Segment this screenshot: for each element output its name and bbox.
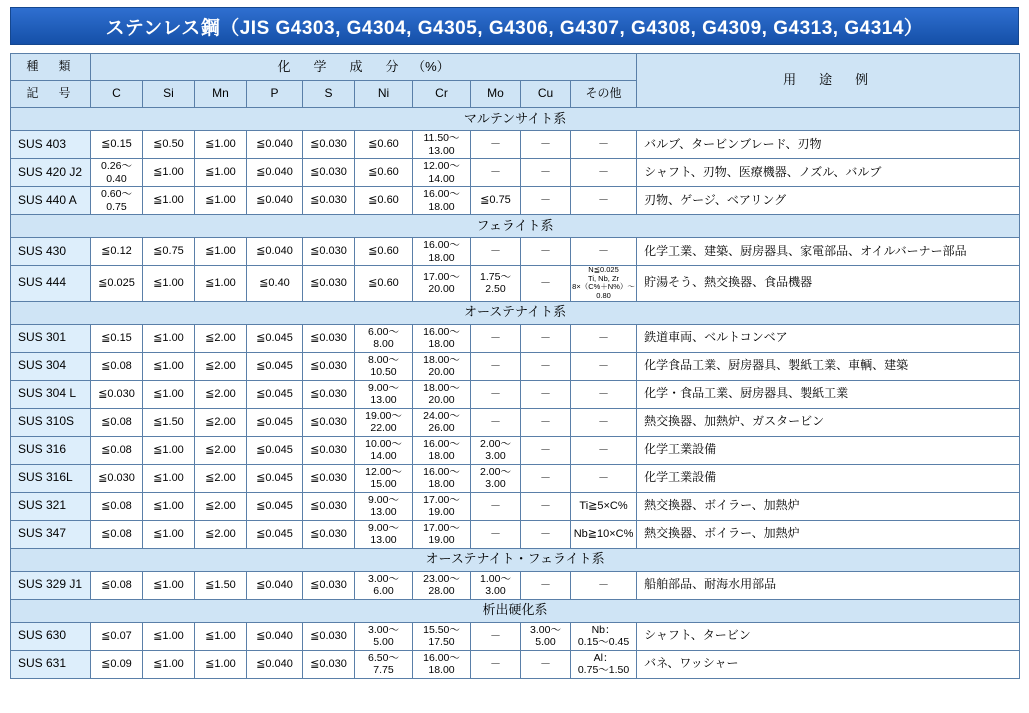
header-col-mn: Mn xyxy=(195,81,247,108)
header-col-cr: Cr xyxy=(413,81,471,108)
cell-si: ≦1.50 xyxy=(143,408,195,436)
cell-c: ≦0.07 xyxy=(91,622,143,650)
page-title-bar xyxy=(10,7,1019,45)
cell-s: ≦0.030 xyxy=(303,238,355,266)
cell-s: ≦0.030 xyxy=(303,571,355,599)
cell-p: ≦0.040 xyxy=(247,187,303,215)
table-row xyxy=(11,464,1020,492)
cell-c: ≦0.15 xyxy=(91,324,143,352)
header-col-ni: Ni xyxy=(355,81,413,108)
table-row xyxy=(11,622,1020,650)
cell-cu: － xyxy=(521,464,571,492)
steel-symbol: SUS 430 xyxy=(11,238,91,266)
cell-other: － xyxy=(571,324,637,352)
cell-cu: － xyxy=(521,436,571,464)
header-kind-line1: 種 類 xyxy=(11,54,91,81)
cell-mo: － xyxy=(471,408,521,436)
cell-other: － xyxy=(571,380,637,408)
table-row xyxy=(11,187,1020,215)
steel-symbol: SUS 321 xyxy=(11,492,91,520)
table-row xyxy=(11,238,1020,266)
cell-c: ≦0.15 xyxy=(91,131,143,159)
steel-symbol: SUS 631 xyxy=(11,650,91,678)
cell-mn: ≦1.00 xyxy=(195,266,247,302)
cell-ni: 12.00～ 15.00 xyxy=(355,464,413,492)
cell-mo: － xyxy=(471,238,521,266)
cell-cr: 16.00～ 18.00 xyxy=(413,187,471,215)
cell-mn: ≦1.50 xyxy=(195,571,247,599)
steel-symbol: SUS 310S xyxy=(11,408,91,436)
cell-cu: 3.00～ 5.00 xyxy=(521,622,571,650)
cell-ni: ≦0.60 xyxy=(355,238,413,266)
cell-cu: － xyxy=(521,650,571,678)
cell-s: ≦0.030 xyxy=(303,187,355,215)
cell-ni: 9.00～ 13.00 xyxy=(355,520,413,548)
cell-mo: － xyxy=(471,324,521,352)
category-label: マルテンサイト系 xyxy=(11,108,1020,131)
cell-s: ≦0.030 xyxy=(303,622,355,650)
cell-cr: 18.00～ 20.00 xyxy=(413,352,471,380)
steel-symbol: SUS 301 xyxy=(11,324,91,352)
table-row xyxy=(11,380,1020,408)
steel-symbol: SUS 403 xyxy=(11,131,91,159)
table-row xyxy=(11,159,1020,187)
category-row xyxy=(11,215,1020,238)
cell-si: ≦0.75 xyxy=(143,238,195,266)
cell-c: ≦0.08 xyxy=(91,436,143,464)
cell-other: － xyxy=(571,131,637,159)
steel-symbol: SUS 316L xyxy=(11,464,91,492)
cell-ni: 9.00～ 13.00 xyxy=(355,380,413,408)
cell-s: ≦0.030 xyxy=(303,520,355,548)
cell-other: － xyxy=(571,352,637,380)
steel-symbol: SUS 329 J1 xyxy=(11,571,91,599)
cell-cr: 16.00～ 18.00 xyxy=(413,238,471,266)
category-label: 析出硬化系 xyxy=(11,599,1020,622)
cell-cu: － xyxy=(521,492,571,520)
cell-c: ≦0.12 xyxy=(91,238,143,266)
cell-use-example: 化学工業設備 xyxy=(637,464,1020,492)
cell-mo: － xyxy=(471,159,521,187)
cell-c: ≦0.030 xyxy=(91,380,143,408)
cell-p: ≦0.045 xyxy=(247,408,303,436)
cell-mo: － xyxy=(471,380,521,408)
cell-c: ≦0.08 xyxy=(91,571,143,599)
cell-p: ≦0.040 xyxy=(247,571,303,599)
cell-cr: 16.00～ 18.00 xyxy=(413,650,471,678)
cell-mn: ≦2.00 xyxy=(195,324,247,352)
steel-symbol: SUS 440 A xyxy=(11,187,91,215)
cell-si: ≦1.00 xyxy=(143,159,195,187)
cell-cu: － xyxy=(521,408,571,436)
steel-symbol: SUS 347 xyxy=(11,520,91,548)
cell-p: ≦0.045 xyxy=(247,464,303,492)
cell-s: ≦0.030 xyxy=(303,324,355,352)
cell-si: ≦1.00 xyxy=(143,650,195,678)
cell-cu: － xyxy=(521,324,571,352)
cell-other: N≦0.025 Ti, Nb, Zr 8×（C%＋N%）～0.80 xyxy=(572,265,635,300)
steel-symbol: SUS 630 xyxy=(11,622,91,650)
cell-p: ≦0.045 xyxy=(247,324,303,352)
header-col-si: Si xyxy=(143,81,195,108)
table-header xyxy=(11,54,1020,108)
table-row xyxy=(11,131,1020,159)
cell-cr: 17.00～ 19.00 xyxy=(413,520,471,548)
table-row xyxy=(11,408,1020,436)
cell-other: － xyxy=(571,408,637,436)
cell-c: ≦0.08 xyxy=(91,352,143,380)
cell-c: 0.26～ 0.40 xyxy=(91,159,143,187)
cell-si: ≦1.00 xyxy=(143,324,195,352)
cell-mn: ≦1.00 xyxy=(195,622,247,650)
steel-symbol: SUS 316 xyxy=(11,436,91,464)
cell-c: ≦0.08 xyxy=(91,492,143,520)
table-row xyxy=(11,266,1020,302)
cell-mn: ≦1.00 xyxy=(195,650,247,678)
cell-p: ≦0.040 xyxy=(247,159,303,187)
cell-ni: 10.00～ 14.00 xyxy=(355,436,413,464)
cell-cu: － xyxy=(521,520,571,548)
cell-ni: 8.00～ 10.50 xyxy=(355,352,413,380)
cell-si: ≦0.50 xyxy=(143,131,195,159)
stainless-steel-spec-table xyxy=(10,53,1020,679)
cell-cu: － xyxy=(521,238,571,266)
category-row xyxy=(11,301,1020,324)
cell-cu: － xyxy=(521,187,571,215)
cell-ni: ≦0.60 xyxy=(355,159,413,187)
cell-ni: 6.50～ 7.75 xyxy=(355,650,413,678)
cell-s: ≦0.030 xyxy=(303,436,355,464)
table-row xyxy=(11,571,1020,599)
cell-si: ≦1.00 xyxy=(143,520,195,548)
cell-cr: 12.00～ 14.00 xyxy=(413,159,471,187)
cell-mn: ≦2.00 xyxy=(195,464,247,492)
header-col-p: P xyxy=(247,81,303,108)
cell-other: Al： 0.75～1.50 xyxy=(571,650,637,678)
cell-cr: 16.00～ 18.00 xyxy=(413,436,471,464)
cell-mn: ≦2.00 xyxy=(195,436,247,464)
cell-use-example: 刃物、ゲージ、ベアリング xyxy=(637,187,1020,215)
cell-ni: ≦0.60 xyxy=(355,131,413,159)
cell-other: － xyxy=(571,571,637,599)
cell-cr: 17.00～ 19.00 xyxy=(413,492,471,520)
cell-mo: 1.00～ 3.00 xyxy=(471,571,521,599)
header-kind-line2: 記 号 xyxy=(11,81,91,108)
cell-use-example: 熱交換器、ボイラー、加熱炉 xyxy=(637,492,1020,520)
cell-s: ≦0.030 xyxy=(303,131,355,159)
header-col-s: S xyxy=(303,81,355,108)
cell-p: ≦0.045 xyxy=(247,380,303,408)
header-chemical-label: 化 学 成 分 xyxy=(277,58,404,74)
table-row xyxy=(11,650,1020,678)
cell-cr: 16.00～ 18.00 xyxy=(413,464,471,492)
cell-other: － xyxy=(571,187,637,215)
cell-cu: － xyxy=(521,266,571,302)
header-chemical-unit: （%） xyxy=(412,58,450,74)
cell-mn: ≦1.00 xyxy=(195,238,247,266)
cell-ni: ≦0.60 xyxy=(355,187,413,215)
cell-use-example: 熱交換器、ボイラー、加熱炉 xyxy=(637,520,1020,548)
cell-use-example: 熱交換器、加熱炉、ガスタービン xyxy=(637,408,1020,436)
cell-mn: ≦1.00 xyxy=(195,159,247,187)
header-row-1 xyxy=(11,54,1020,81)
table-body xyxy=(11,108,1020,679)
cell-cu: － xyxy=(521,159,571,187)
cell-p: ≦0.045 xyxy=(247,436,303,464)
cell-other: Ti≧5×C% xyxy=(571,492,637,520)
steel-symbol: SUS 304 L xyxy=(11,380,91,408)
cell-p: ≦0.040 xyxy=(247,238,303,266)
cell-c: ≦0.030 xyxy=(91,464,143,492)
cell-other: － xyxy=(571,436,637,464)
cell-p: ≦0.045 xyxy=(247,492,303,520)
cell-mo: 1.75～ 2.50 xyxy=(471,266,521,302)
category-label: オーステナイト系 xyxy=(11,301,1020,324)
cell-p: ≦0.040 xyxy=(247,650,303,678)
page-root xyxy=(0,7,1029,713)
cell-cu: － xyxy=(521,131,571,159)
cell-si: ≦1.00 xyxy=(143,492,195,520)
cell-use-example: 船舶部品、耐海水用部品 xyxy=(637,571,1020,599)
cell-mo: － xyxy=(471,650,521,678)
cell-s: ≦0.030 xyxy=(303,408,355,436)
steel-symbol: SUS 444 xyxy=(11,266,91,302)
table-row xyxy=(11,520,1020,548)
cell-c: ≦0.09 xyxy=(91,650,143,678)
cell-cr: 15.50～ 17.50 xyxy=(413,622,471,650)
cell-ni: 9.00～ 13.00 xyxy=(355,492,413,520)
cell-other: － xyxy=(571,159,637,187)
table-row xyxy=(11,436,1020,464)
cell-c: ≦0.08 xyxy=(91,408,143,436)
table-row xyxy=(11,492,1020,520)
cell-si: ≦1.00 xyxy=(143,436,195,464)
cell-mo: － xyxy=(471,520,521,548)
cell-mn: ≦2.00 xyxy=(195,492,247,520)
cell-s: ≦0.030 xyxy=(303,464,355,492)
cell-si: ≦1.00 xyxy=(143,266,195,302)
cell-other: － xyxy=(571,238,637,266)
cell-s: ≦0.030 xyxy=(303,650,355,678)
cell-si: ≦1.00 xyxy=(143,352,195,380)
category-label: オーステナイト・フェライト系 xyxy=(11,548,1020,571)
cell-use-example: 化学・食品工業、厨房器具、製紙工業 xyxy=(637,380,1020,408)
cell-mn: ≦1.00 xyxy=(195,131,247,159)
cell-ni: 3.00～ 5.00 xyxy=(355,622,413,650)
cell-cr: 11.50～ 13.00 xyxy=(413,131,471,159)
cell-p: ≦0.40 xyxy=(247,266,303,302)
cell-s: ≦0.030 xyxy=(303,159,355,187)
header-use-example: 用 途 例 xyxy=(637,54,1020,108)
cell-use-example: 鉄道車両、ベルトコンベア xyxy=(637,324,1020,352)
table-row xyxy=(11,352,1020,380)
cell-cr: 16.00～ 18.00 xyxy=(413,324,471,352)
cell-ni: 3.00～ 6.00 xyxy=(355,571,413,599)
cell-mn: ≦2.00 xyxy=(195,380,247,408)
cell-use-example: バネ、ワッシャー xyxy=(637,650,1020,678)
category-row xyxy=(11,599,1020,622)
cell-si: ≦1.00 xyxy=(143,380,195,408)
cell-mo: － xyxy=(471,492,521,520)
category-row xyxy=(11,548,1020,571)
steel-symbol: SUS 304 xyxy=(11,352,91,380)
cell-use-example: シャフト、タービン xyxy=(637,622,1020,650)
cell-p: ≦0.045 xyxy=(247,520,303,548)
cell-cu: － xyxy=(521,380,571,408)
cell-mn: ≦2.00 xyxy=(195,408,247,436)
cell-mn: ≦2.00 xyxy=(195,520,247,548)
category-row xyxy=(11,108,1020,131)
cell-cr: 18.00～ 20.00 xyxy=(413,380,471,408)
cell-s: ≦0.030 xyxy=(303,380,355,408)
cell-si: ≦1.00 xyxy=(143,571,195,599)
cell-p: ≦0.040 xyxy=(247,622,303,650)
cell-use-example: 化学工業、建築、厨房器具、家電部品、オイルバーナー部品 xyxy=(637,238,1020,266)
cell-cr: 23.00～ 28.00 xyxy=(413,571,471,599)
cell-use-example: 貯湯そう、熱交換器、食品機器 xyxy=(637,266,1020,302)
cell-si: ≦1.00 xyxy=(143,187,195,215)
cell-cu: － xyxy=(521,571,571,599)
steel-symbol: SUS 420 J2 xyxy=(11,159,91,187)
cell-mo: 2.00～ 3.00 xyxy=(471,436,521,464)
header-chemical-composition xyxy=(91,54,637,81)
page-title: ステンレス鋼（JIS G4303, G4304, G4305, G4306, G4307, G4308, G4309, G4313, G4314） xyxy=(105,17,924,39)
cell-use-example: バルブ、タービンブレード、刃物 xyxy=(637,131,1020,159)
cell-s: ≦0.030 xyxy=(303,266,355,302)
cell-use-example: シャフト、刃物、医療機器、ノズル、バルブ xyxy=(637,159,1020,187)
cell-ni: 19.00～ 22.00 xyxy=(355,408,413,436)
cell-si: ≦1.00 xyxy=(143,464,195,492)
cell-si: ≦1.00 xyxy=(143,622,195,650)
cell-c: 0.60～ 0.75 xyxy=(91,187,143,215)
cell-mo: － xyxy=(471,352,521,380)
cell-mo: 2.00～ 3.00 xyxy=(471,464,521,492)
cell-ni: ≦0.60 xyxy=(355,266,413,302)
header-col-mo: Mo xyxy=(471,81,521,108)
cell-p: ≦0.040 xyxy=(247,131,303,159)
cell-mo: － xyxy=(471,131,521,159)
header-col-other: その他 xyxy=(571,81,637,108)
table-row xyxy=(11,324,1020,352)
cell-s: ≦0.030 xyxy=(303,352,355,380)
header-col-c: C xyxy=(91,81,143,108)
cell-ni: 6.00～ 8.00 xyxy=(355,324,413,352)
cell-cr: 17.00～ 20.00 xyxy=(413,266,471,302)
cell-mo: ≦0.75 xyxy=(471,187,521,215)
cell-cr: 24.00～ 26.00 xyxy=(413,408,471,436)
cell-other: － xyxy=(571,464,637,492)
cell-other: Nb≧10×C% xyxy=(571,520,637,548)
cell-mo: － xyxy=(471,622,521,650)
cell-s: ≦0.030 xyxy=(303,492,355,520)
category-label: フェライト系 xyxy=(11,215,1020,238)
cell-mn: ≦2.00 xyxy=(195,352,247,380)
cell-c: ≦0.08 xyxy=(91,520,143,548)
cell-c: ≦0.025 xyxy=(91,266,143,302)
cell-use-example: 化学工業設備 xyxy=(637,436,1020,464)
cell-use-example: 化学食品工業、厨房器具、製紙工業、車輌、建築 xyxy=(637,352,1020,380)
cell-p: ≦0.045 xyxy=(247,352,303,380)
cell-mn: ≦1.00 xyxy=(195,187,247,215)
cell-other: Nb： 0.15～0.45 xyxy=(571,622,637,650)
cell-cu: － xyxy=(521,352,571,380)
header-col-cu: Cu xyxy=(521,81,571,108)
